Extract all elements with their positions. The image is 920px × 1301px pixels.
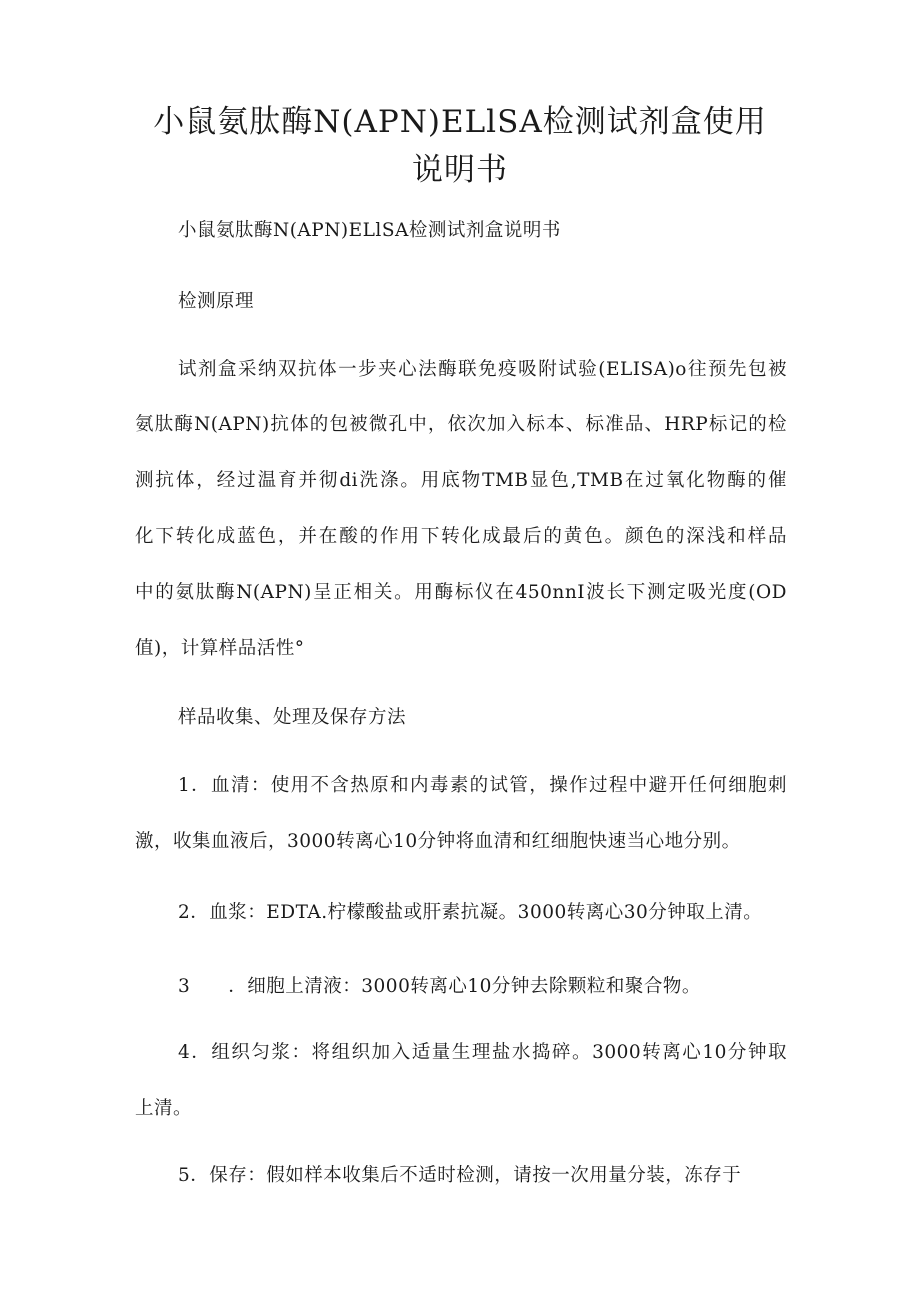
principle-line-1: 试剂盒采纳双抗体一步夹心法酶联免疫吸附试验(ELISA)o往预先包被 xyxy=(178,359,787,380)
sample-item-4-line-2: 上清。 xyxy=(135,1098,193,1119)
principle-line-2: 氨肽酶N(APN)抗体的包被微孔中，依次加入标本、标准品、HRP标记的检 xyxy=(135,414,787,435)
sample-item-3: 3 ．细胞上清液：3000转离心10分钟去除颗粒和聚合物。 xyxy=(178,976,701,997)
sample-item-4-line-1: 4．组织匀浆：将组织加入适量生理盐水捣碎。3000转离心10分钟取 xyxy=(178,1042,787,1063)
sample-item-1-line-2: 激，收集血液后，3000转离心10分钟将血清和红细胞快速当心地分别。 xyxy=(135,831,741,852)
sample-item-2: 2．血浆：EDTA.柠檬酸盐或肝素抗凝。3000转离心30分钟取上清。 xyxy=(178,902,763,923)
document-subtitle: 小鼠氨肽酶N(APN)ELlSA检测试剂盒说明书 xyxy=(178,220,561,241)
principle-line-4: 化下转化成蓝色，并在酸的作用下转化成最后的黄色。颜色的深浅和样品 xyxy=(135,526,787,547)
sample-item-1-line-1: 1．血清：使用不含热原和内毒素的试管，操作过程中避开任何细胞刺 xyxy=(178,775,787,796)
principle-line-5: 中的氨肽酶N(APN)呈正相关。用酶标仪在450nnI波长下测定吸光度(OD xyxy=(135,582,787,603)
title-line-1: 小鼠氨肽酶N(APN)ELlSA检测试剂盒使用 xyxy=(153,104,767,140)
principle-line-6: 值)，计算样品活性° xyxy=(135,638,305,659)
document-title xyxy=(120,98,800,194)
section-heading-samples: 样品收集、处理及保存方法 xyxy=(178,707,407,728)
sample-item-5-line-1: 5．保存：假如样本收集后不适时检测，请按一次用量分装，冻存于 xyxy=(178,1165,742,1186)
section-heading-principle: 检测原理 xyxy=(178,291,255,312)
principle-line-3: 测抗体，经过温育并彻di洗涤。用底物TMB显色,TMB在过氧化物酶的催 xyxy=(135,470,787,491)
title-line-2: 说明书 xyxy=(412,152,508,188)
